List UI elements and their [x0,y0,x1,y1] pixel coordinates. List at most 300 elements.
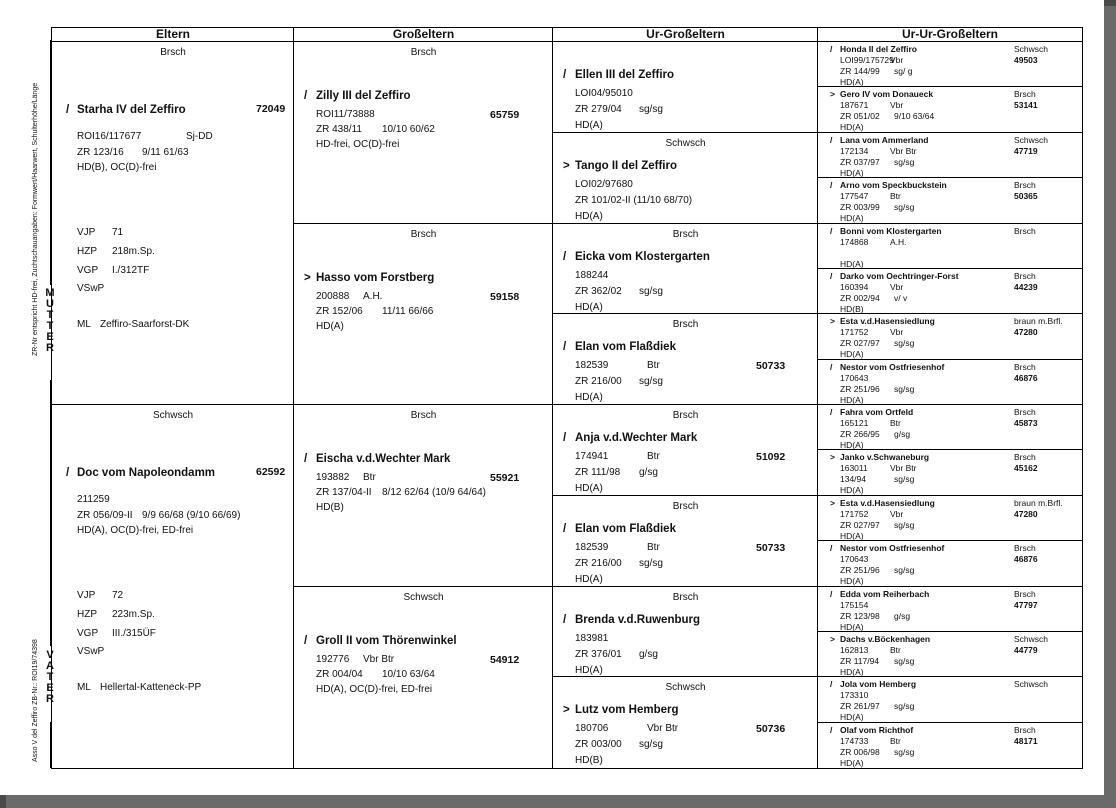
great-grandparent-cell [553,42,818,133]
coat-color: Schwsch [665,682,706,694]
ml-value: Hellertal-Katteneck-PP [100,682,202,693]
row-divider [52,404,294,405]
zr-scores: sg/sg [639,557,663,569]
zr: ZR 251/96 [840,383,880,394]
coat-color: Brsch [672,410,699,421]
column-header: Ur-Ur-Großeltern [818,28,1082,42]
row-divider [553,223,818,224]
hd-result: HD(A) [575,120,603,131]
coat-color: Brsch [1014,724,1036,735]
dog-name: Starha IV del Zeffiro [77,104,186,116]
great-great-grandparent-cell [818,42,1082,87]
extra-info: Btr [363,472,376,483]
zr-scores: v/ v [894,292,908,303]
hd-result: HD(A) [575,210,603,222]
hd-result: HD(A) [840,576,864,587]
coat-color: Schwsch [1014,633,1049,644]
pedigree-table [51,27,1083,769]
coat-color: Brsch [1014,225,1036,236]
zr: ZR 117/94 [840,655,880,666]
row-divider [553,676,818,677]
coat-color: Brsch [410,228,437,240]
coat-color: Brsch [1014,407,1036,417]
great-great-grandparent-cell [818,314,1082,359]
sex-mark: / [304,634,308,647]
vgp-label: VGP [77,628,99,639]
grandparent-cell [294,42,553,224]
hd-result: HD(A) [575,301,603,313]
row-divider [818,449,1082,450]
zr: ZR 027/97 [840,519,880,530]
zr-scores: sg/sg [894,383,915,394]
registration: 200888 [316,290,350,302]
extra-info: Btr [890,644,901,655]
coat-color: Brsch [1014,270,1036,281]
sex-mark: / [830,134,833,145]
coat-color: Brsch [1014,543,1036,554]
sex-mark: / [563,69,567,81]
column-header: Großeltern [294,28,553,42]
sex-mark: / [66,104,70,116]
row-divider [553,313,818,314]
hzp-label: HZP [77,246,97,257]
registration: ROI16/117677 [77,131,142,142]
dog-name: Arno vom Speckbuckstein [840,180,947,191]
extra-info: Vbr [890,508,904,519]
dog-name: Esta v.d.Hasensiedlung [840,497,935,508]
sex-mark: > [830,89,835,100]
sex-mark: > [830,633,835,644]
extra-info: Vbr Btr [363,653,395,665]
vswp-label: VSwP [77,646,105,657]
great-grandparent-cell [553,587,818,678]
row-divider [818,223,1082,224]
sex-mark: / [830,543,833,554]
registration: 170643 [840,554,869,565]
dog-number: 47280 [1014,508,1038,519]
coat-color: Brsch [1014,180,1036,191]
zr: ZR 037/97 [840,156,880,167]
dog-name: Jola vom Hemberg [840,679,917,690]
zr: ZR 003/99 [840,202,880,213]
dog-name: Janko v.Schwaneburg [840,452,930,463]
great-grandparent-cell [553,314,818,405]
zr-scores: 9/9 66/68 (9/10 66/69) [142,510,241,521]
coat-color: Brsch [1014,89,1036,100]
sex-mark: / [830,361,833,372]
sex-mark: / [830,225,833,236]
zr: ZR 027/97 [840,338,880,349]
hd-result: HD(A) [840,258,864,269]
dog-number: 59158 [490,290,520,303]
side-note-top: ZR-Nr entspricht HD-frei, Zuchtschauangaben: Formwert/Haarwert, Schulterhöhe/Länge [32,82,39,356]
row-divider [818,86,1082,87]
column-header: Eltern [52,28,294,42]
zr: ZR 376/01 [575,648,622,660]
parent-cell [52,42,294,405]
sex-mark: / [66,467,70,479]
zr: ZR 362/02 [575,285,622,297]
dog-name: Honda II del Zeffiro [840,44,917,54]
dog-name: Brenda v.d.Ruwenburg [575,613,701,626]
hd-result: HD(A) [840,349,864,360]
dog-number: 46876 [1014,372,1038,383]
dog-number: 62592 [256,466,286,478]
zr-scores: sg/sg [894,474,915,485]
parent-cell [52,405,294,768]
registration: LOI04/95010 [575,88,633,99]
ml-value: Zeffiro-Saarforst-DK [100,319,190,330]
zr: ZR 266/95 [840,429,880,439]
dog-number: 44239 [1014,281,1038,292]
sex-mark: > [830,497,835,508]
registration: 192776 [316,653,350,665]
dog-number: 72049 [256,103,286,115]
coat-color: braun m.Brfl. [1014,316,1063,327]
row-divider [818,676,1082,677]
row-divider [294,404,553,405]
extra-info: Btr [647,541,660,553]
sex-mark: / [304,90,308,102]
zr: ZR 279/04 [575,104,622,115]
registration: 174941 [575,451,609,462]
vgp-value: III./315ÜF [112,628,156,639]
vswp-label: VSwP [77,283,105,294]
ml-label: ML [77,319,91,330]
registration: 171752 [840,508,869,519]
zr: ZR 101/02-II (11/10 68/70) [575,194,693,206]
dog-name: Dachs v.Böckenhagen [840,633,931,644]
zr-scores: sg/sg [894,655,915,666]
great-great-grandparent-cell [818,133,1082,178]
great-great-grandparent-cell [818,677,1082,722]
coat-color: Schwsch [403,591,444,603]
hd-result: HD(A) [840,440,864,450]
zr-scores: sg/sg [639,104,663,115]
hd-result: HD(A) [575,392,603,404]
registration: 174733 [840,735,869,746]
sex-mark: > [830,452,835,463]
zr-scores: sg/sg [639,739,663,751]
great-great-grandparent-cell [818,632,1082,677]
dog-number: 53141 [1014,100,1038,111]
hzp-value: 218m.Sp. [112,246,155,257]
coat-color: Schwsch [1014,679,1049,690]
dog-name: Nestor vom Ostfriesenhof [840,361,945,372]
zr: ZR 111/98 [575,467,621,478]
coat-color: Brsch [1014,361,1036,372]
zr: ZR 006/98 [840,746,880,757]
row-divider [553,132,818,133]
coat-color: Schwsch [1014,134,1049,145]
hd-result: HD(B) [840,303,864,314]
extra-info: Vbr [890,100,904,111]
registration: 170643 [840,372,869,383]
registration: 188244 [575,269,609,281]
zr: ZR 152/06 [316,305,363,317]
extra-info: Btr [647,360,660,372]
great-grandparent-cell [553,677,818,768]
row-divider [818,268,1082,269]
registration: 193882 [316,472,350,483]
extra-info: Vbr [890,55,904,65]
sex-mark: / [830,679,833,690]
sex-mark: / [830,270,833,281]
zr: ZR 003/00 [575,739,622,751]
hd-result: HD(A) [840,666,864,677]
row-divider [818,586,1082,587]
extra-info: Btr [890,191,901,202]
hd-result: HD(A) [840,712,864,723]
sex-mark: / [830,44,833,54]
great-grandparent-cell [553,224,818,315]
zr-scores: sg/sg [894,338,915,349]
zr: ZR 123/98 [840,610,880,621]
row-divider [553,495,818,496]
zr-scores: sg/sg [639,376,663,388]
hd-result: HD(A) [840,122,864,133]
ml-label: ML [77,682,91,693]
extra-info: Vbr Btr [890,463,917,474]
zr-scores: g/sg [894,610,911,621]
zr: ZR 144/99 [840,66,880,76]
registration: 182539 [575,541,609,553]
registration: 172134 [840,145,869,156]
dog-name: Edda vom Reiherbach [840,588,930,599]
registration: 175154 [840,599,869,610]
extra-info: Sj-DD [186,131,213,142]
dog-name: Lutz vom Hemberg [575,704,679,717]
zr-scores: sg/sg [894,746,915,757]
zr: ZR 438/11 [316,124,362,135]
hd-result: HD(A) [840,394,864,405]
hd-result: HD(B) [316,502,344,513]
dog-number: 48171 [1014,735,1038,746]
coat-color: Brsch [1014,588,1036,599]
registration: LOI99/175729 [840,55,894,65]
zr: ZR 137/04-II [316,487,372,498]
zr: ZR 004/04 [316,668,363,680]
great-great-grandparent-cell [818,360,1082,405]
dog-name: Doc vom Napoleondamm [77,467,216,479]
vgp-label: VGP [77,265,99,276]
zr-scores: 10/10 60/62 [382,124,435,135]
registration: 177547 [840,191,869,202]
coat-color: Schwsch [665,137,706,149]
hd-result: HD(A) [840,621,864,632]
dog-name: Hasso vom Forstberg [316,271,435,284]
extra-info: Vbr Btr [890,145,917,156]
dog-number: 47797 [1014,599,1038,610]
dog-number: 46876 [1014,554,1038,565]
registration: 162813 [840,644,869,655]
extra-info: Btr [647,451,660,462]
dog-number: 44779 [1014,644,1038,655]
hd-result: HD(A) [840,530,864,541]
dog-name: Fahra vom Ortfeld [840,407,914,417]
sex-mark: > [830,316,835,327]
zr: ZR 051/02 [840,111,880,122]
dog-number: 65759 [490,109,520,121]
dog-name: Elan vom Flaßdiek [575,522,676,535]
dog-name: Eischa v.d.Wechter Mark [316,453,451,465]
vjp-label: VJP [77,590,96,601]
sex-mark: / [563,250,567,263]
zr-scores: 10/10 63/64 [382,668,435,680]
zr-scores: 9/10 63/64 [894,111,935,122]
great-great-grandparent-cell [818,541,1082,586]
grandparent-cell [294,224,553,406]
row-divider [294,223,553,224]
hd-result: HD-frei, OC(D)-frei [316,139,400,150]
dog-name: Anja v.d.Wechter Mark [575,432,698,444]
grandparent-cell [294,587,553,769]
dog-name: Darko vom Oechtringer-Forst [840,270,959,281]
vjp-value: 72 [112,590,124,601]
sex-mark: / [563,341,567,354]
registration: 174868 [840,236,869,247]
coat-color: Brsch [672,591,699,603]
side-note-bottom: Asso V del Zeffiro ZB-Nr.: ROI19/74398 [32,639,39,762]
sex-mark: / [830,724,833,735]
dog-name: Ellen III del Zeffiro [575,69,675,81]
registration: 173310 [840,690,869,701]
zr-scores: sg/sg [894,519,915,530]
dog-number: 51092 [756,451,786,463]
zr-scores: 8/12 62/64 (10/9 64/64) [382,487,486,498]
extra-info: A.H. [363,290,383,302]
extra-info: Vbr Btr [647,723,679,735]
dog-number: 47719 [1014,145,1038,156]
dog-name: Nestor vom Ostfriesenhof [840,543,945,554]
sex-mark: > [563,704,570,717]
hd-result: HD(A) [840,77,864,87]
dog-name: Groll II vom Thörenwinkel [316,634,457,647]
great-great-grandparent-cell [818,405,1082,450]
zr-scores: sg/sg [639,285,663,297]
hd-result: HD(B) [575,755,603,767]
extra-info: A.H. [890,236,907,247]
row-divider [818,540,1082,541]
dog-name: Gero IV vom Donaueck [840,89,934,100]
window-shadow-right [1104,6,1116,801]
great-great-grandparent-cell [818,224,1082,269]
great-great-grandparent-cell [818,450,1082,495]
row-divider [818,722,1082,723]
registration: 180706 [575,723,609,735]
dog-name: Eicka vom Klostergarten [575,250,710,263]
great-great-grandparent-cell [818,178,1082,223]
zr-scores: sg/sg [894,202,915,213]
coat-color: Brsch [672,500,699,512]
sex-mark: / [830,407,833,417]
great-grandparent-cell [553,133,818,224]
zr: ZR 002/94 [840,292,880,303]
zr-scores: 9/11 61/63 [142,147,189,158]
vater-label: V A T E R [46,649,54,705]
registration: 163011 [840,463,868,474]
great-grandparent-cell [553,405,818,496]
row-divider [818,359,1082,360]
great-great-grandparent-cell [818,269,1082,314]
coat-color: Brsch [410,410,437,421]
window-shadow-bottom [6,795,1116,808]
sex-mark: / [830,180,833,191]
zr-scores: sg/sg [894,156,915,167]
dog-number: 49503 [1014,55,1038,65]
hd-result: HD(A) [840,485,864,496]
registration: LOI02/97680 [575,178,633,190]
mutter-label: M U T T E R [45,287,55,354]
sex-mark: / [563,522,567,535]
dog-number: 45162 [1014,463,1038,474]
extra-info: Btr [890,735,901,746]
zr: ZR 123/16 [77,147,124,158]
sex-mark: / [563,613,567,626]
zr: 134/94 [840,474,866,485]
sex-mark: > [304,271,311,284]
zr-scores: 11/11 66/66 [382,305,434,317]
dog-name: Esta v.d.Hasensiedlung [840,316,935,327]
row-divider [294,586,553,587]
dog-number: 50365 [1014,191,1038,202]
row-divider [818,132,1082,133]
hd-result: HD(B), OC(D)-frei [77,162,157,173]
dog-number: 50733 [756,360,786,373]
dog-number: 47280 [1014,327,1038,338]
coat-color: Schwsch [152,410,193,421]
zr-scores: g/sg [894,429,911,439]
hd-result: HD(A) [575,483,603,494]
dog-name: Elan vom Flaßdiek [575,341,676,354]
sex-mark: / [830,588,833,599]
hd-result: HD(A) [840,167,864,178]
vjp-label: VJP [77,227,96,238]
coat-color: Brsch [672,228,699,240]
extra-info: Vbr [890,327,904,338]
hd-result: HD(A) [575,664,603,676]
zr: ZR 251/96 [840,565,880,576]
dog-number: 54912 [490,653,520,666]
registration: 165121 [840,418,869,428]
zr: ZR 261/97 [840,701,880,712]
row-divider [818,495,1082,496]
dog-name: Bonni vom Klostergarten [840,225,942,236]
row-divider [818,313,1082,314]
great-great-grandparent-cell [818,587,1082,632]
registration: 171752 [840,327,869,338]
vjp-value: 71 [112,227,124,238]
sex-mark: / [563,432,567,444]
hd-result: HD(A) [840,213,864,224]
dog-number: 45873 [1014,418,1038,428]
row-divider [818,631,1082,632]
row-divider [553,404,818,405]
registration: ROI11/73888 [316,109,375,120]
dog-number: 50733 [756,541,786,554]
row-divider [818,177,1082,178]
dog-name: Olaf vom Richthof [840,724,914,735]
registration: 187671 [840,100,869,111]
vgp-value: I./312TF [112,265,150,276]
zr: ZR 056/09-II [77,510,133,521]
row-divider [818,404,1082,405]
coat-color: braun m.Brfl. [1014,497,1063,508]
great-great-grandparent-cell [818,496,1082,541]
registration: 211259 [77,494,110,505]
great-grandparent-cell [553,496,818,587]
coat-color: Brsch [1014,452,1036,463]
